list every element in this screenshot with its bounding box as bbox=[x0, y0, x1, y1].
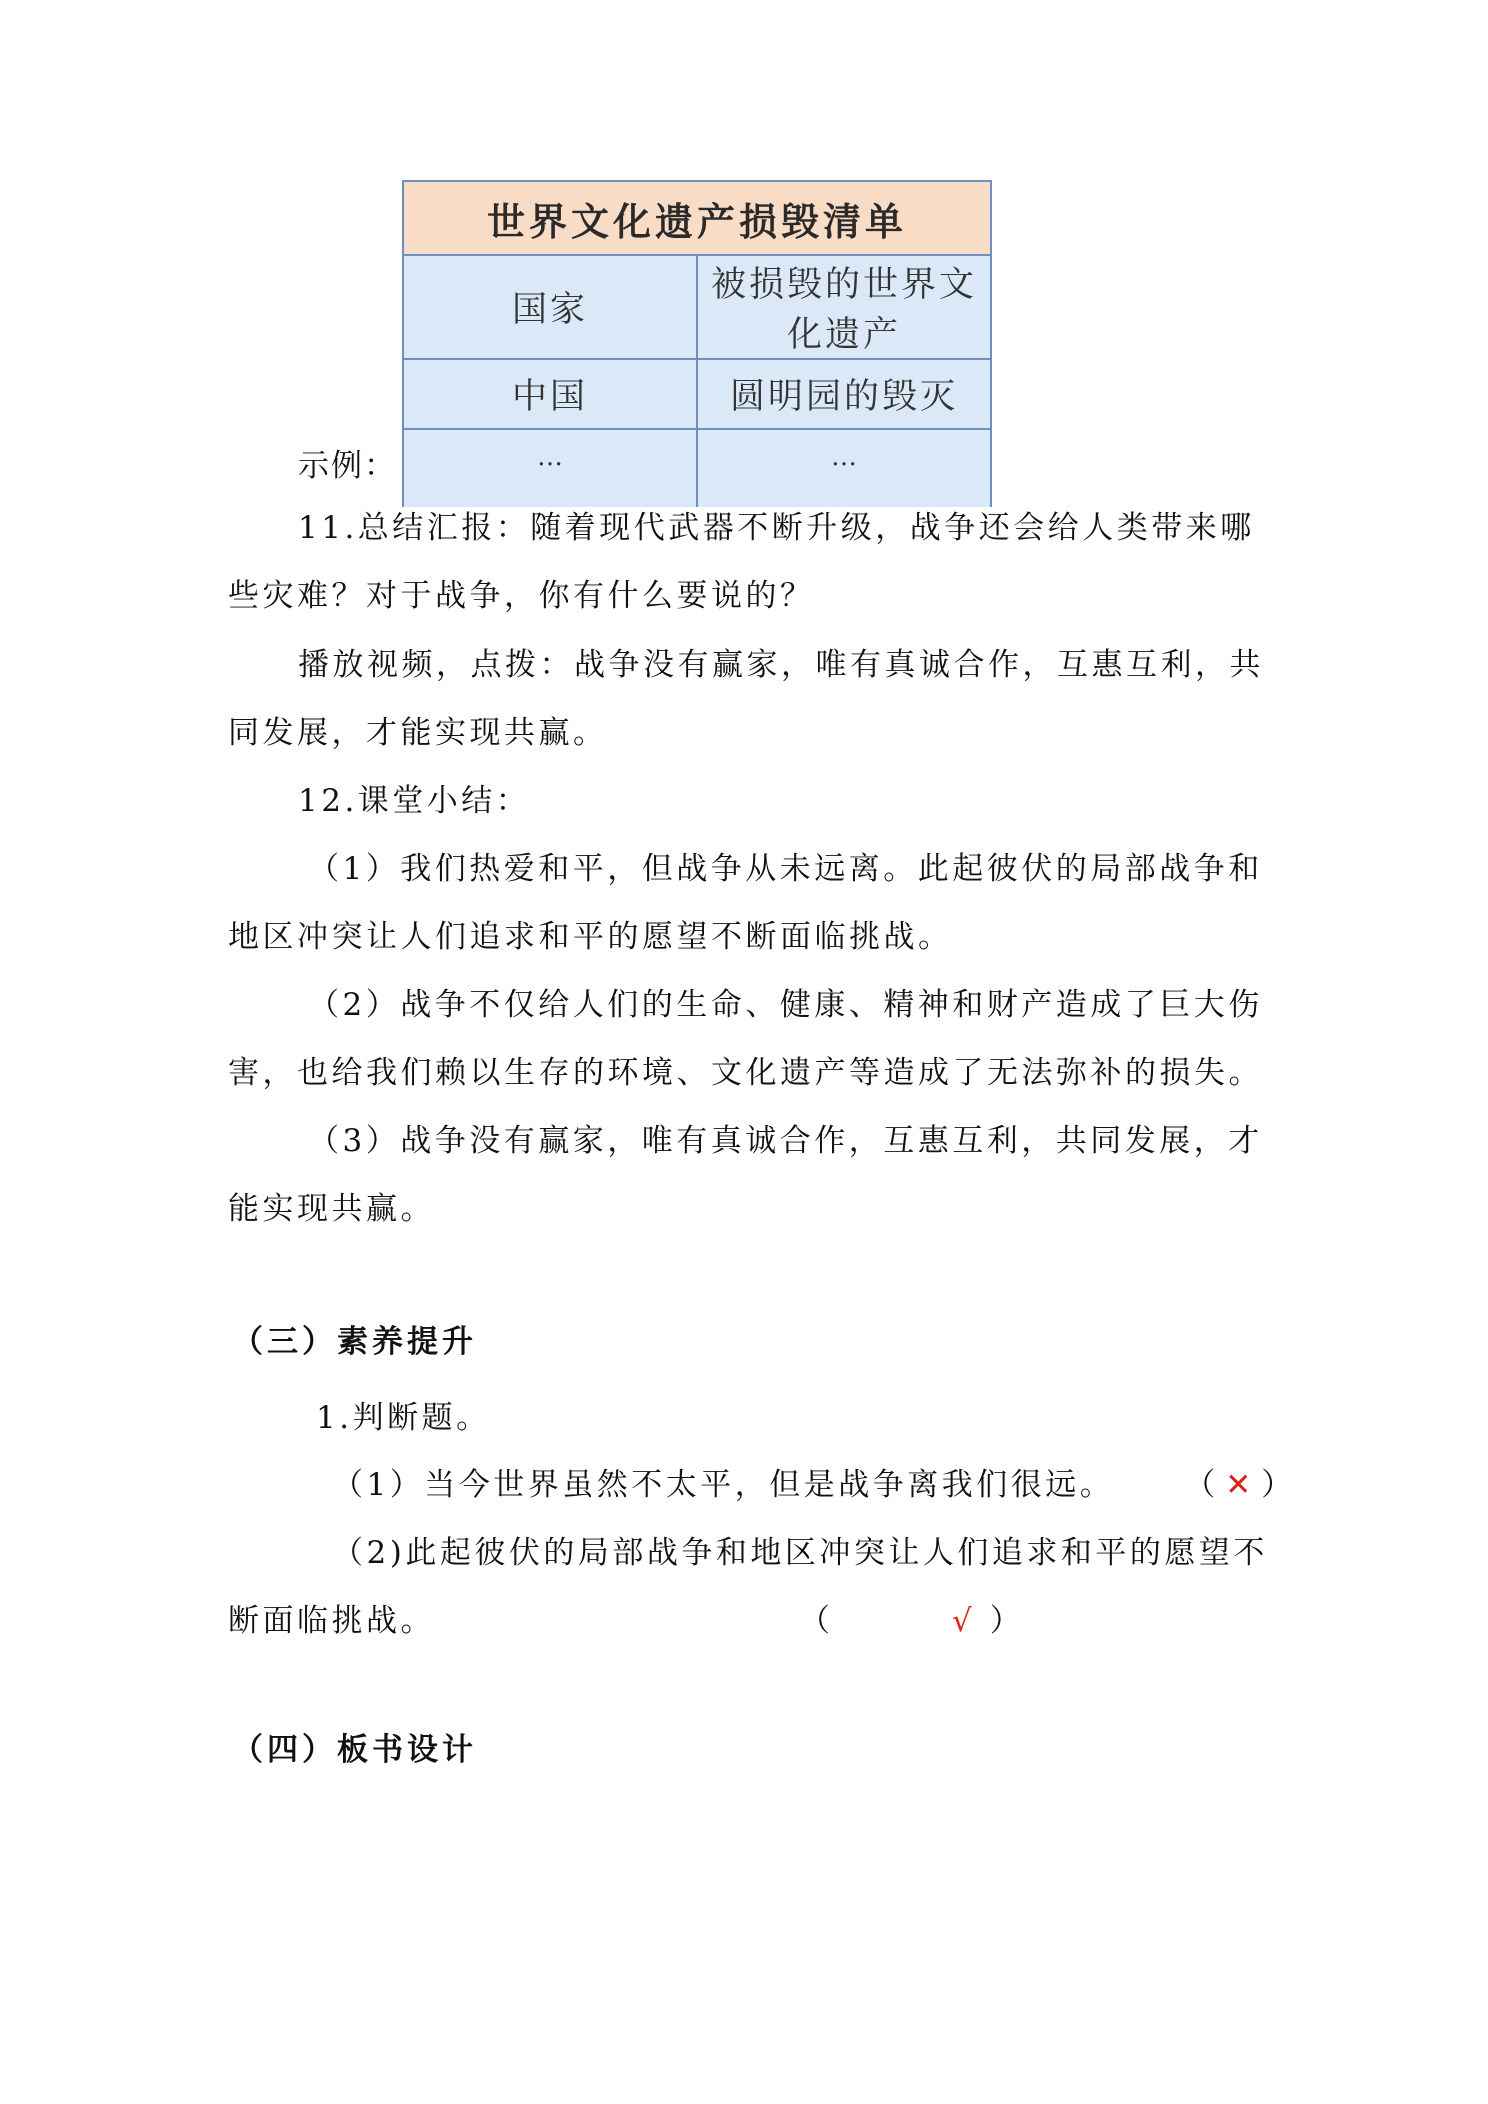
section-heading: （三）素养提升 bbox=[232, 1324, 477, 1360]
judgment-question-1 bbox=[332, 1451, 1312, 1519]
answer-bracket: （ ✕ ） bbox=[1184, 1451, 1292, 1519]
heritage-damage-table bbox=[402, 180, 992, 507]
table-header-cell: 国家 bbox=[403, 255, 697, 359]
table-cell: … bbox=[697, 429, 991, 507]
cross-mark-icon: ✕ bbox=[1225, 1467, 1252, 1503]
summary-point: （1）我们热爱和平，但战争从未远离。此起彼伏的局部战争和地区冲突让人们追求和平的愿望不断面临挑战。 bbox=[228, 851, 1263, 955]
table-title: 世界文化遗产损毁清单 bbox=[403, 181, 991, 255]
check-mark-icon: √ bbox=[952, 1603, 972, 1639]
question-text: （2)此起彼伏的局部战争和地区冲突让人们追求和平的愿望不断面临挑战。 bbox=[228, 1535, 1268, 1639]
item12-title: 12.课堂小结： bbox=[298, 783, 531, 819]
summary-point: （3）战争没有赢家，唯有真诚合作，互惠互利，共同发展，才能实现共赢。 bbox=[228, 1123, 1263, 1227]
judgment-question-2 bbox=[228, 1519, 1268, 1655]
summary-point: （2）战争不仅给人们的生命、健康、精神和财产造成了巨大伤害，也给我们赖以生存的环境、文化遗产等造成了无法弥补的损失。 bbox=[228, 987, 1263, 1091]
question-text: （1）当今世界虽然不太平，但是战争离我们很远。 bbox=[332, 1467, 1115, 1503]
table-cell: 圆明园的毁灭 bbox=[697, 359, 991, 429]
table-cell: 中国 bbox=[403, 359, 697, 429]
table-header-cell: 被损毁的世界文化遗产 bbox=[697, 255, 991, 359]
section-heading: （四）板书设计 bbox=[232, 1732, 477, 1768]
table-cell: … bbox=[403, 429, 697, 507]
table-header-row bbox=[403, 255, 991, 359]
judgment-task-title: 1.判断题。 bbox=[316, 1400, 491, 1436]
example-label: 示例： bbox=[298, 448, 397, 484]
table-row bbox=[403, 359, 991, 429]
item11-answer: 播放视频，点拨：战争没有赢家，唯有真诚合作，互惠互利，共同发展，才能实现共赢。 bbox=[228, 647, 1264, 751]
item11-question: 11.总结汇报：随着现代武器不断升级，战争还会给人类带来哪些灾难？对于战争，你有什么要说的？ bbox=[228, 510, 1255, 614]
answer-bracket: （ √ ） bbox=[695, 1587, 1021, 1655]
